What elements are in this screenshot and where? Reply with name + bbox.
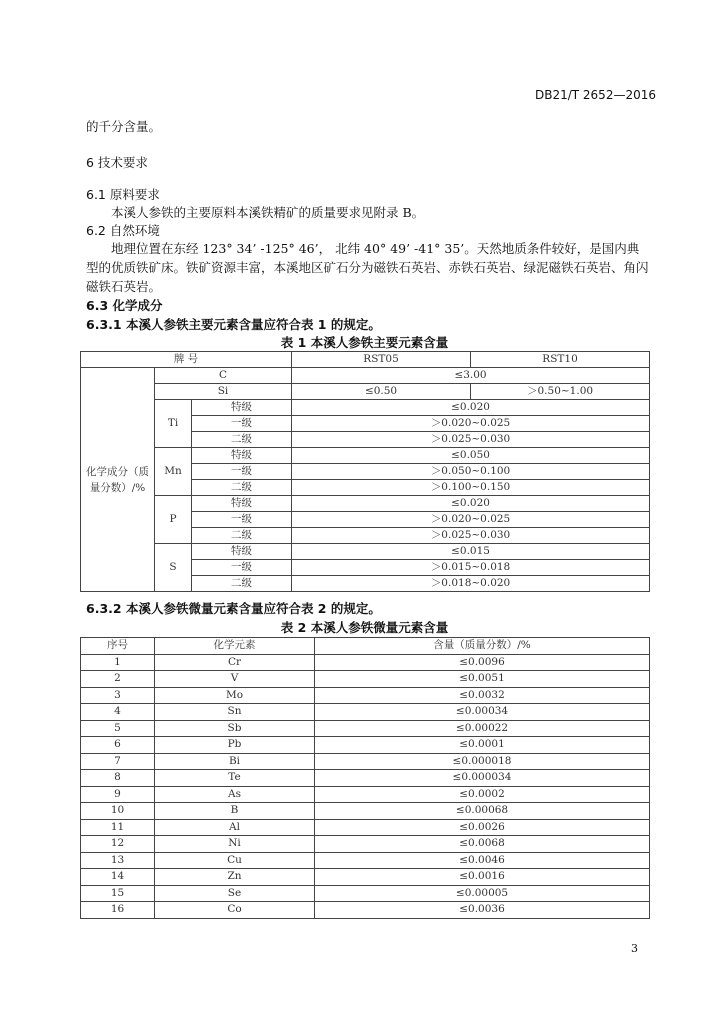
- table-row: [81, 786, 650, 803]
- table1-grade: 一级: [192, 464, 292, 480]
- section-6-2-text-line2: 型的优质铁矿床。铁矿资源丰富，本溪地区矿石分为磁铁石英岩、赤铁石英岩、绿泥磁铁石英岩、角闪: [86, 260, 649, 275]
- table2-cell-index: 7: [81, 753, 155, 770]
- table2-cell-content: ≤0.0002: [315, 786, 650, 803]
- table1-c-label: C: [155, 368, 292, 384]
- table1-row-group-label: 化学成分（质量分数）/%: [81, 368, 155, 592]
- table1-grade: 一级: [192, 560, 292, 576]
- section-6-title: 6 技术要求: [86, 155, 148, 170]
- table1-row-si: [81, 384, 650, 400]
- table2-cell-index: 15: [81, 885, 155, 902]
- table1-row-mn-grade1: [81, 448, 650, 464]
- table1-grade: 二级: [192, 432, 292, 448]
- table2-cell-index: 3: [81, 687, 155, 704]
- table2-cell-content: ≤0.0001: [315, 737, 650, 754]
- table2-cell-content: ≤0.0026: [315, 819, 650, 836]
- table1-element-mn: Mn: [155, 448, 192, 496]
- table1-col-rst05: RST05: [292, 352, 471, 368]
- table2-cell-element: Pb: [155, 737, 315, 754]
- section-6-2-text-line1: 地理位置在东经 123° 34’ -125° 46’， 北纬 40° 49’ -41° 35’。天然地质条件较好，是国内典: [111, 241, 640, 256]
- table1-value: ＞0.025~0.030: [292, 432, 650, 448]
- table2-cell-element: Al: [155, 819, 315, 836]
- section-6-1-text: 本溪人参铁的主要原料本溪铁精矿的质量要求见附录 B。: [111, 205, 425, 220]
- table2-cell-element: Co: [155, 902, 315, 919]
- table-row: [81, 687, 650, 704]
- table1-grade: 特级: [192, 448, 292, 464]
- table2-cell-content: ≤0.0096: [315, 654, 650, 671]
- table2-cell-content: ≤0.00034: [315, 704, 650, 721]
- table2-cell-index: 8: [81, 770, 155, 787]
- table1-caption: 表 1 本溪人参铁主要元素含量: [280, 335, 449, 350]
- table2-cell-index: 13: [81, 852, 155, 869]
- table2-header-index: 序号: [81, 638, 155, 655]
- table1-value: ＞0.025~0.030: [292, 528, 650, 544]
- table1-header-row: [81, 352, 650, 368]
- table2-cell-content: ≤0.0068: [315, 836, 650, 853]
- table2-cell-index: 4: [81, 704, 155, 721]
- table2-cell-content: ≤0.0016: [315, 869, 650, 886]
- section-6-3-2-text: 6.3.2 本溪人参铁微量元素含量应符合表 2 的规定。: [86, 601, 381, 616]
- section-6-2-text-line3: 磁铁石英岩。: [86, 279, 162, 294]
- table2-cell-element: Zn: [155, 869, 315, 886]
- table-row: [81, 819, 650, 836]
- table1-value: ＞0.020~0.025: [292, 512, 650, 528]
- table2-cell-content: ≤0.0046: [315, 852, 650, 869]
- table2-cell-content: ≤0.00005: [315, 885, 650, 902]
- document-code: DB21/T 2652—2016: [534, 88, 656, 102]
- page-number: 3: [631, 942, 638, 955]
- table2-cell-content: ≤0.0036: [315, 902, 650, 919]
- table2-cell-element: Sb: [155, 720, 315, 737]
- section-6-2-title: 6.2 自然环境: [86, 223, 160, 238]
- table2-cell-index: 10: [81, 803, 155, 820]
- table1-value: ≤0.020: [292, 400, 650, 416]
- table1-value: ＞0.050~0.100: [292, 464, 650, 480]
- table1-element-ti: Ti: [155, 400, 192, 448]
- table-row: [81, 737, 650, 754]
- table1-c-value: ≤3.00: [292, 368, 650, 384]
- table1-value: ≤0.015: [292, 544, 650, 560]
- table1-grade: 特级: [192, 400, 292, 416]
- table2-cell-index: 1: [81, 654, 155, 671]
- table1-col-rst10: RST10: [471, 352, 650, 368]
- table2-cell-index: 12: [81, 836, 155, 853]
- table2-cell-element: Se: [155, 885, 315, 902]
- table2-cell-index: 5: [81, 720, 155, 737]
- table1-row-p-grade1: [81, 496, 650, 512]
- table2-header-element: 化学元素: [155, 638, 315, 655]
- table1-value: ≤0.050: [292, 448, 650, 464]
- table2-cell-index: 2: [81, 671, 155, 688]
- table1-value: ＞0.020~0.025: [292, 416, 650, 432]
- table1-grade: 特级: [192, 496, 292, 512]
- continued-text: 的千分含量。: [86, 119, 162, 134]
- table2-cell-element: V: [155, 671, 315, 688]
- table2-caption: 表 2 本溪人参铁微量元素含量: [280, 620, 449, 635]
- table2-cell-content: ≤0.000018: [315, 753, 650, 770]
- section-6-3-1-text: 6.3.1 本溪人参铁主要元素含量应符合表 1 的规定。: [86, 317, 381, 332]
- table2-cell-element: Bi: [155, 753, 315, 770]
- table2-cell-content: ≤0.00022: [315, 720, 650, 737]
- table1-si-rst05: ≤0.50: [292, 384, 471, 400]
- table2-cell-element: Ni: [155, 836, 315, 853]
- table2-cell-content: ≤0.0051: [315, 671, 650, 688]
- table2-cell-content: ≤0.0032: [315, 687, 650, 704]
- table2-cell-element: Mo: [155, 687, 315, 704]
- table1-grade: 二级: [192, 528, 292, 544]
- section-6-1-title: 6.1 原料要求: [86, 187, 160, 202]
- table2-cell-content: ≤0.00068: [315, 803, 650, 820]
- table1-grade: 特级: [192, 544, 292, 560]
- table2-cell-element: Cu: [155, 852, 315, 869]
- table-row: [81, 720, 650, 737]
- table-row: [81, 704, 650, 721]
- table-row: [81, 869, 650, 886]
- table-row: [81, 852, 650, 869]
- table2-cell-element: Cr: [155, 654, 315, 671]
- table1-main-elements: [80, 351, 650, 592]
- table-row: [81, 671, 650, 688]
- table-row: [81, 803, 650, 820]
- table2-cell-index: 11: [81, 819, 155, 836]
- table2-cell-element: B: [155, 803, 315, 820]
- table2-header-content: 含量（质量分数）/%: [315, 638, 650, 655]
- table2-cell-index: 16: [81, 902, 155, 919]
- table1-si-label: Si: [155, 384, 292, 400]
- table-row: [81, 902, 650, 919]
- table1-grade: 二级: [192, 576, 292, 592]
- table2-cell-element: Sn: [155, 704, 315, 721]
- table2-cell-index: 6: [81, 737, 155, 754]
- table2-cell-index: 9: [81, 786, 155, 803]
- table-row: [81, 770, 650, 787]
- table1-row-c: [81, 368, 650, 384]
- table-row: [81, 836, 650, 853]
- table1-value: ≤0.020: [292, 496, 650, 512]
- table1-element-s: S: [155, 544, 192, 592]
- table1-grade: 一级: [192, 416, 292, 432]
- table2-cell-element: As: [155, 786, 315, 803]
- table-row: [81, 753, 650, 770]
- table2-cell-content: ≤0.000034: [315, 770, 650, 787]
- table2-body: [81, 654, 650, 918]
- table1-grade: 二级: [192, 480, 292, 496]
- table2-header-row: [81, 638, 650, 655]
- table1-value: ＞0.100~0.150: [292, 480, 650, 496]
- table1-value: ＞0.018~0.020: [292, 576, 650, 592]
- table1-si-rst10: ＞0.50~1.00: [471, 384, 650, 400]
- table-row: [81, 885, 650, 902]
- section-6-3-title: 6.3 化学成分: [86, 298, 163, 313]
- table2-trace-elements: [80, 637, 650, 919]
- table1-grade: 一级: [192, 512, 292, 528]
- table1-row-ti-grade1: [81, 400, 650, 416]
- table2-cell-index: 14: [81, 869, 155, 886]
- table2-cell-element: Te: [155, 770, 315, 787]
- table1-value: ＞0.015~0.018: [292, 560, 650, 576]
- table1-element-p: P: [155, 496, 192, 544]
- table-row: [81, 654, 650, 671]
- table1-brand-label: 牌 号: [81, 352, 292, 368]
- table1-row-s-grade1: [81, 544, 650, 560]
